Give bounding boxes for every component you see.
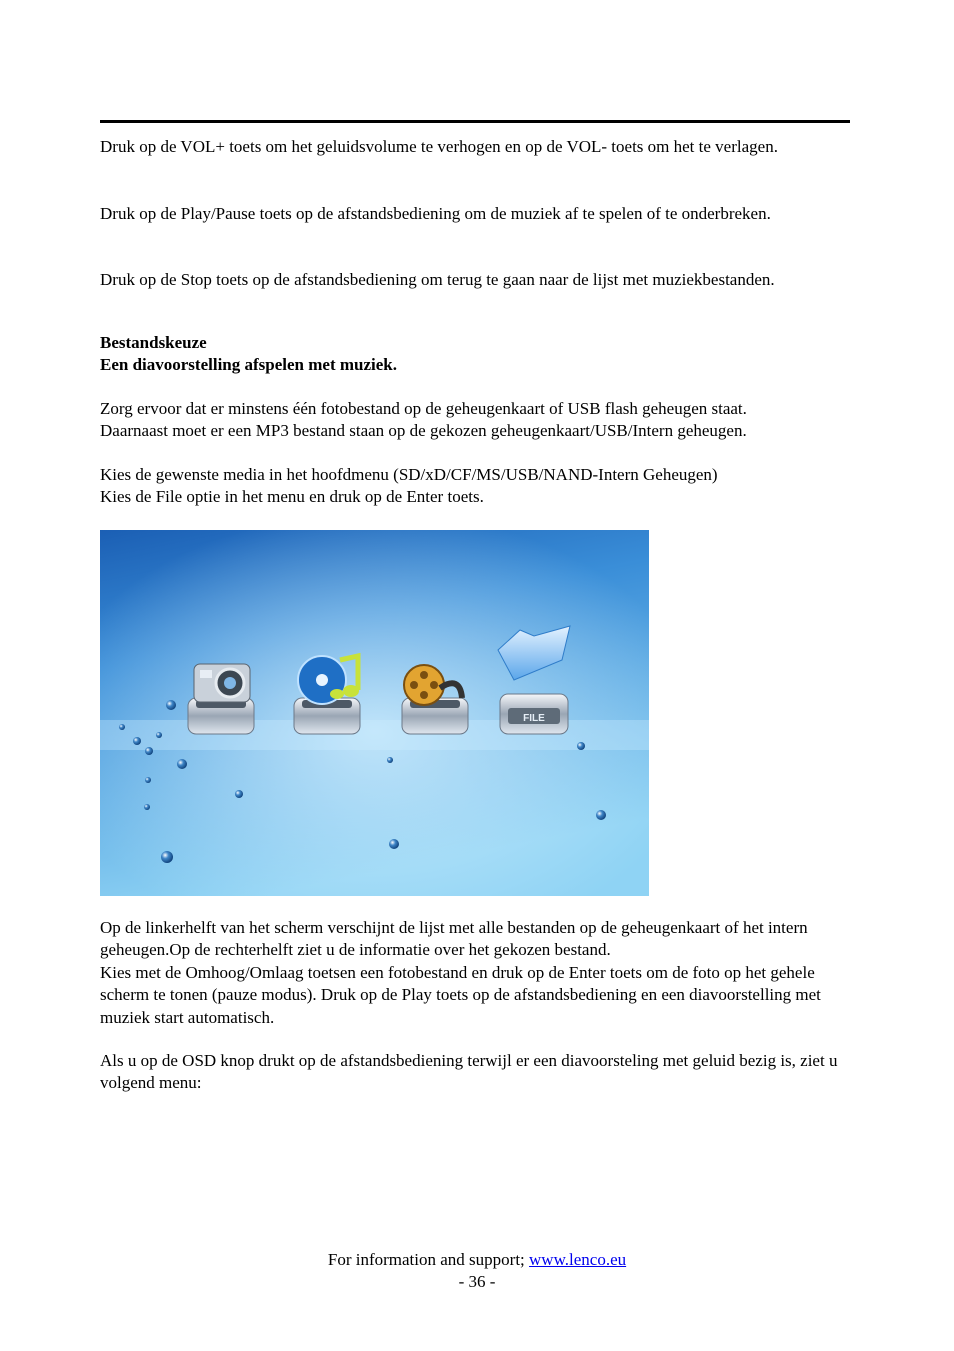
paragraph-slideshow-start: Kies met de Omhoog/Omlaag toetsen een fotobestand en druk op de Enter toets om de foto op het gehele scherm te tonen (pauze modus). Druk op de Play toets op de afstandsbediening en een diavoorstelling met muziek start automatisch. [100, 963, 821, 1027]
paragraph-media-2: Kies de File optie in het menu en druk op de Enter toets. [100, 487, 484, 506]
paragraph-play-pause: Druk op de Play/Pause toets op de afstandsbediening om de muziek af te spelen of te onderbreken. [100, 204, 771, 223]
paragraph-volume: Druk op de VOL+ toets om het geluidsvolume te verhogen en op de VOL- toets om het te verlagen. [100, 137, 778, 156]
heading-slideshow: Een diavoorstelling afspelen met muziek. [100, 355, 398, 374]
menu-screenshot-svg [100, 530, 649, 896]
page-number: - 36 - [458, 1272, 496, 1291]
heading-bestandskeuze: Bestandskeuze [100, 333, 207, 352]
header-rule [100, 120, 850, 123]
footer-support [0, 1249, 954, 1271]
menu-screenshot [100, 530, 649, 896]
file-label: FILE [523, 713, 545, 724]
footer-link[interactable]: www.lenco.eu [529, 1250, 627, 1269]
paragraph-stop: Druk op de Stop toets op de afstandsbediening om terug te gaan naar de lijst met muziekbestanden. [100, 270, 775, 289]
paragraph-requirements-2: Daarnaast moet er een MP3 bestand staan op de gekozen geheugenkaart/USB/Intern geheugen. [100, 421, 747, 440]
paragraph-requirements-1: Zorg ervoor dat er minstens één fotobestand op de geheugenkaart of USB flash geheugen staat. [100, 399, 747, 418]
footer-text: For information and support; [327, 1250, 530, 1269]
paragraph-file-list: Op de linkerhelft van het scherm verschijnt de lijst met alle bestanden op de geheugenkaart of het intern geheugen.Op de rechterhelft ziet u de informatie over het gekozen bestand. [100, 918, 808, 960]
paragraph-media-1: Kies de gewenste media in het hoofdmenu (SD/xD/CF/MS/USB/NAND-Intern Geheugen) [100, 465, 718, 484]
camera-icon [188, 664, 254, 734]
paragraph-osd-menu: Als u op de OSD knop drukt op de afstandsbediening terwijl er een diavoorsteling met geluid bezig is, ziet u volgend menu: [100, 1051, 838, 1093]
